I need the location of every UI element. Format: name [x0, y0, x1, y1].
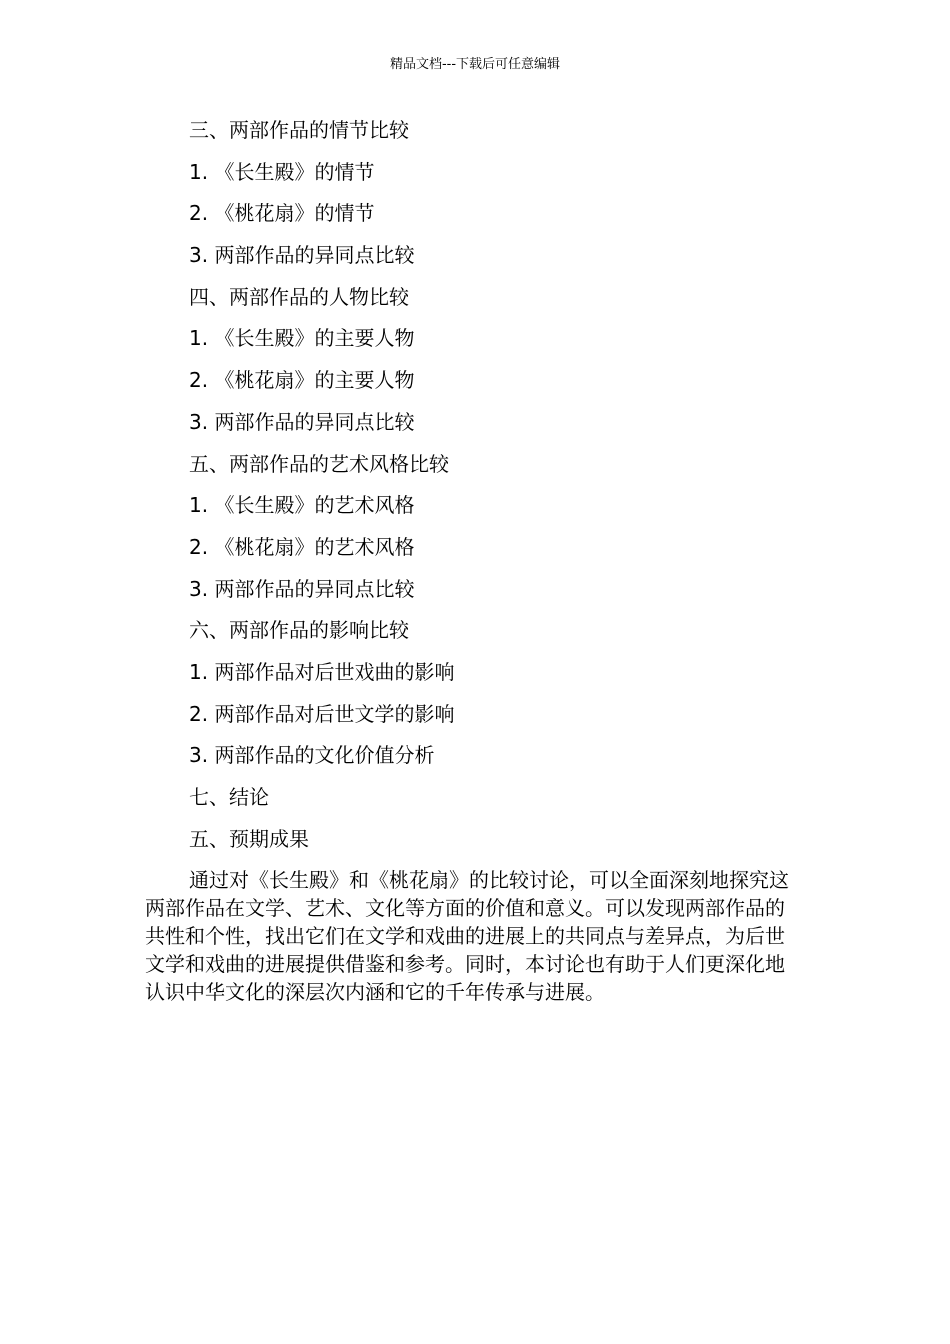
- outline-item: 2. 两部作品对后世文学的影响: [189, 701, 455, 726]
- outline-item: 3. 两部作品的异同点比较: [189, 409, 415, 434]
- section-heading: 六、两部作品的影响比较: [189, 618, 409, 643]
- section-heading: 七、结论: [189, 785, 269, 809]
- outline-item: 3. 两部作品的异同点比较: [189, 576, 415, 601]
- outline-item: 2. 《桃花扇》的情节: [189, 201, 375, 226]
- section-heading: 五、预期成果: [189, 826, 309, 851]
- outline-item: 1. 《长生殿》的主要人物: [189, 326, 415, 351]
- outline-item: 1. 两部作品对后世戏曲的影响: [189, 659, 455, 684]
- page-header: 精品文档---下载后可任意编辑: [389, 57, 561, 72]
- section-heading: 三、两部作品的情节比较: [189, 118, 409, 142]
- section-heading: 四、两部作品的人物比较: [189, 284, 409, 309]
- outline-list: [189, 114, 809, 864]
- outline-item: 2. 《桃花扇》的艺术风格: [189, 534, 415, 559]
- outline-item: 3. 两部作品的文化价值分析: [189, 743, 435, 768]
- outline-item: 1. 《长生殿》的情节: [189, 159, 375, 184]
- outline-item: 3. 两部作品的异同点比较: [189, 243, 415, 268]
- expected-results-paragraph: 通过对《长生殿》和《桃花扇》的比较讨论，可以全面深刻地探究这两部作品在文学、艺术、文化等方面的价值和意义。可以发现两部作品的共性和个性，找出它们在文学和戏曲的进展上的共同点与差异点，为后世文学和戏曲的进展提供借鉴和参考。同时，本讨论也有助于人们更深化地认识中华文化的深层次内涵和它的千年传承与进展。: [145, 868, 789, 1004]
- section-heading: 五、两部作品的艺术风格比较: [189, 451, 449, 476]
- outline-item: 1. 《长生殿》的艺术风格: [189, 493, 415, 518]
- outline-item: 2. 《桃花扇》的主要人物: [189, 368, 415, 393]
